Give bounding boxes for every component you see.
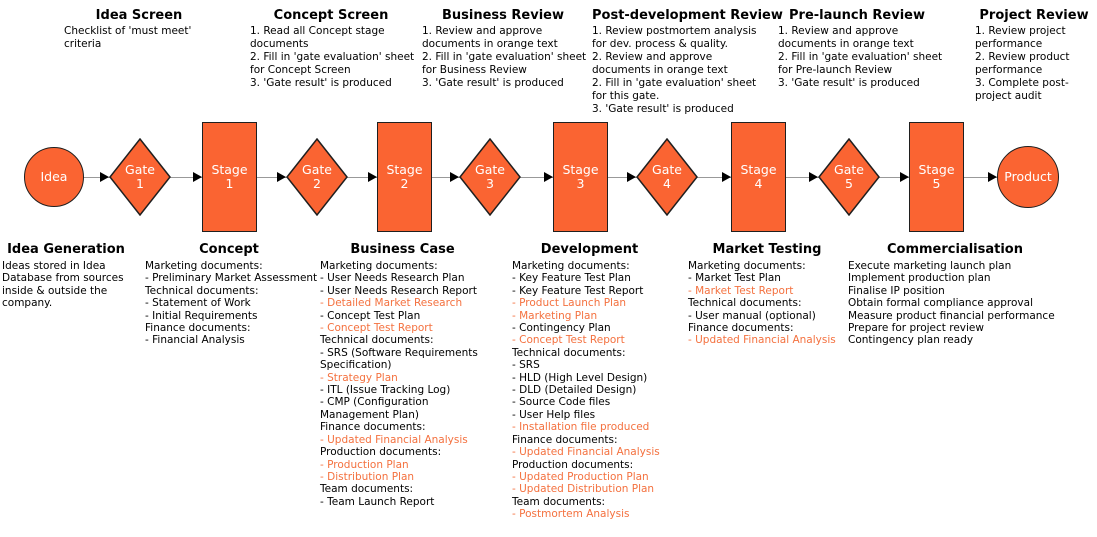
doc-line: - SRS	[512, 359, 540, 372]
doc-line: Contingency plan ready	[848, 334, 974, 347]
doc-line: Implement production plan	[848, 272, 991, 285]
doc-line: documents in orange text	[778, 38, 914, 50]
doc-line: - Statement of Work	[145, 297, 251, 310]
annotation-body	[422, 25, 587, 90]
flow-node-idea	[24, 147, 84, 207]
annotation-concept-screen	[250, 8, 415, 90]
annotation-title: Business Review	[441, 8, 564, 23]
section-title: Business Case	[350, 242, 455, 257]
arrow-icon	[544, 172, 553, 182]
doc-line: Database from sources	[2, 272, 124, 285]
doc-line: - User Needs Research Report	[320, 284, 477, 297]
doc-line: - Strategy Plan	[320, 371, 398, 384]
node-label: Stage	[740, 162, 777, 177]
doc-line: - Initial Requirements	[145, 309, 258, 322]
section-title: Concept	[199, 242, 259, 257]
arrow-icon	[900, 172, 909, 182]
doc-line: documents in orange text	[422, 38, 558, 50]
node-sublabel: 2	[313, 176, 321, 191]
doc-line: - Financial Analysis	[145, 334, 245, 347]
annotation-business-review	[422, 8, 587, 90]
doc-line: performance	[975, 64, 1043, 76]
annotation-pre-launch-review	[778, 8, 943, 90]
flow-node-stage-2	[377, 122, 432, 232]
section-title: Development	[540, 242, 639, 257]
doc-line: Specification)	[320, 359, 392, 372]
node-label: Gate	[834, 162, 864, 177]
node-label: Stage	[386, 162, 423, 177]
section-development	[512, 242, 667, 521]
node-label: Stage	[211, 162, 248, 177]
doc-line: Obtain formal compliance approval	[848, 297, 1033, 310]
doc-line: - Contingency Plan	[512, 322, 611, 335]
annotation-title: Post-development Review	[592, 8, 783, 23]
doc-line: Finance documents:	[320, 421, 426, 434]
flow-node-gate-2	[286, 138, 348, 216]
doc-line: 1. Review postmortem analysis	[592, 25, 757, 37]
section-title: Idea Generation	[7, 242, 125, 257]
doc-line: 2. Fill in 'gate evaluation' sheet	[422, 51, 587, 63]
doc-line: Prepare for project review	[848, 322, 984, 335]
section-body	[320, 260, 485, 508]
doc-line: - Market Test Plan	[688, 272, 781, 285]
doc-line: - User manual (optional)	[688, 309, 816, 322]
arrow-icon	[277, 172, 286, 182]
doc-line: Marketing documents:	[145, 260, 263, 272]
doc-line: - Key Feature Test Plan	[512, 272, 631, 285]
doc-line: - SRS (Software Requirements	[320, 346, 478, 359]
annotation-body	[975, 25, 1093, 103]
node-label: Stage	[562, 162, 599, 177]
section-business-case	[320, 242, 485, 508]
doc-line: inside & outside the	[2, 284, 108, 297]
doc-line: Marketing documents:	[512, 260, 630, 272]
section-body	[145, 260, 318, 347]
doc-line: - Concept Test Plan	[320, 309, 421, 322]
annotation-project-review	[975, 8, 1093, 103]
doc-line: - Key Feature Test Report	[512, 284, 644, 297]
annotation-body	[250, 25, 415, 90]
node-label: Gate	[475, 162, 505, 177]
doc-line: - User Help files	[512, 408, 596, 421]
node-sublabel: 2	[400, 176, 409, 191]
section-title: Market Testing	[712, 242, 822, 257]
node-sublabel: 4	[663, 176, 671, 191]
arrow-icon	[193, 172, 202, 182]
doc-line: - Distribution Plan	[320, 470, 415, 483]
doc-line: Finance documents:	[512, 433, 618, 446]
annotation-title: Concept Screen	[273, 8, 389, 23]
annotation-body	[64, 25, 214, 51]
doc-line: for Pre-launch Review	[778, 64, 893, 76]
flow-node-gate-3	[459, 138, 521, 216]
doc-line: criteria	[64, 38, 102, 50]
doc-line: 2. Fill in 'gate evaluation' sheet	[778, 51, 943, 63]
arrow-icon	[627, 172, 636, 182]
node-sublabel: 1	[225, 176, 234, 191]
doc-line: 3. 'Gate result' is produced	[778, 77, 920, 89]
annotation-body	[778, 25, 943, 90]
doc-line: - Product Launch Plan	[512, 297, 627, 310]
annotation-post-development-review	[592, 8, 783, 116]
doc-line: Finalise IP position	[848, 284, 945, 297]
node-sublabel: 3	[576, 176, 585, 191]
doc-line: Technical documents:	[145, 284, 259, 297]
doc-line: 1. Read all Concept stage	[250, 25, 385, 37]
doc-line: Team documents:	[320, 483, 414, 496]
doc-line: 3. Complete post-	[975, 77, 1069, 89]
section-body	[512, 260, 667, 521]
flow-node-product	[997, 146, 1059, 208]
node-label: Idea	[40, 169, 68, 184]
doc-line: 1. Review and approve	[778, 25, 899, 37]
arrow-icon	[368, 172, 377, 182]
doc-line: - Marketing Plan	[512, 309, 598, 322]
node-sublabel: 3	[486, 176, 494, 191]
doc-line: Technical documents:	[320, 334, 434, 347]
doc-line: - Updated Financial Analysis	[688, 334, 836, 347]
flow-node-stage-3	[553, 122, 608, 232]
doc-line: company.	[2, 297, 53, 310]
doc-line: - Detailed Market Research	[320, 297, 463, 310]
annotation-body	[592, 25, 770, 116]
doc-line: for Business Review	[422, 64, 527, 76]
doc-line: - User Needs Research Plan	[320, 272, 465, 285]
doc-line: Ideas stored in Idea	[2, 260, 106, 272]
doc-line: Marketing documents:	[320, 260, 438, 272]
doc-line: 1. Review project	[975, 25, 1066, 37]
section-commercialisation	[848, 242, 1062, 347]
doc-line: Marketing documents:	[688, 260, 806, 272]
doc-line: Finance documents:	[145, 322, 251, 335]
doc-line: 2. Review product	[975, 51, 1070, 63]
doc-line: documents in orange text	[592, 64, 728, 76]
node-label: Gate	[125, 162, 155, 177]
node-label: Stage	[918, 162, 955, 177]
doc-line: - Team Launch Report	[320, 495, 435, 508]
doc-line: for Concept Screen	[250, 64, 351, 76]
doc-line: 3. 'Gate result' is produced	[422, 77, 564, 89]
arrow-icon	[100, 172, 109, 182]
node-sublabel: 4	[754, 176, 763, 191]
doc-line: performance	[975, 38, 1043, 50]
section-body	[2, 260, 130, 310]
doc-line: - Concept Test Report	[320, 322, 433, 335]
doc-line: Team documents:	[512, 495, 606, 508]
annotation-title: Idea Screen	[95, 8, 183, 23]
doc-line: documents	[250, 38, 309, 50]
arrow-icon	[809, 172, 818, 182]
doc-line: - DLD (Detailed Design)	[512, 384, 637, 397]
doc-line: - Updated Financial Analysis	[512, 446, 660, 459]
doc-line: - HLD (High Level Design)	[512, 371, 648, 384]
doc-line: - Installation file produced	[512, 421, 650, 434]
flow-node-stage-4	[731, 122, 786, 232]
doc-line: Technical documents:	[688, 297, 802, 310]
doc-line: 2. Fill in 'gate evaluation' sheet	[250, 51, 415, 63]
flow-node-gate-4	[636, 138, 698, 216]
annotation-title: Project Review	[979, 8, 1089, 23]
flow-node-stage-1	[202, 122, 257, 232]
flow-node-stage-5	[909, 122, 964, 232]
arrow-icon	[722, 172, 731, 182]
doc-line: 3. 'Gate result' is produced	[250, 77, 392, 89]
node-label: Product	[1004, 169, 1052, 184]
doc-line: - Source Code files	[512, 396, 611, 409]
doc-line: - Production Plan	[320, 458, 409, 471]
node-sublabel: 1	[136, 176, 144, 191]
doc-line: Execute marketing launch plan	[848, 260, 1012, 272]
flow-node-gate-1	[109, 138, 171, 216]
doc-line: Finance documents:	[688, 322, 794, 335]
section-title: Commercialisation	[886, 242, 1023, 257]
section-idea-generation	[2, 242, 130, 310]
doc-line: Measure product financial performance	[848, 309, 1055, 322]
doc-line: 1. Review and approve	[422, 25, 543, 37]
doc-line: 2. Review and approve	[592, 51, 713, 63]
doc-line: for this gate.	[592, 90, 660, 102]
doc-line: - Updated Financial Analysis	[320, 433, 468, 446]
arrow-icon	[988, 172, 997, 182]
doc-line: Technical documents:	[512, 346, 626, 359]
doc-line: 3. 'Gate result' is produced	[592, 103, 734, 115]
doc-line: for dev. process & quality.	[592, 38, 728, 50]
arrow-icon	[450, 172, 459, 182]
node-sublabel: 5	[932, 176, 941, 191]
doc-line: project audit	[975, 90, 1042, 102]
doc-line: - Preliminary Market Assessment	[145, 272, 318, 285]
doc-line: Production documents:	[512, 458, 634, 471]
doc-line: Checklist of 'must meet'	[64, 25, 192, 37]
annotation-idea-screen	[64, 8, 214, 51]
doc-line: - Postmortem Analysis	[512, 508, 630, 521]
doc-line: - ITL (Issue Tracking Log)	[320, 384, 451, 397]
annotation-title: Pre-launch Review	[789, 8, 925, 23]
node-label: Gate	[302, 162, 332, 177]
doc-line: - CMP (Configuration	[320, 396, 429, 409]
section-body	[848, 260, 1062, 347]
node-sublabel: 5	[845, 176, 853, 191]
section-concept	[145, 242, 318, 347]
doc-line: - Concept Test Report	[512, 334, 625, 347]
doc-line: Production documents:	[320, 446, 442, 459]
section-body	[688, 260, 846, 347]
node-label: Gate	[652, 162, 682, 177]
doc-line: - Market Test Report	[688, 284, 794, 297]
section-market-testing	[688, 242, 846, 347]
doc-line: Management Plan)	[320, 408, 419, 421]
doc-line: - Updated Distribution Plan	[512, 483, 655, 496]
doc-line: 2. Fill in 'gate evaluation' sheet	[592, 77, 757, 89]
flow-node-gate-5	[818, 138, 880, 216]
doc-line: - Updated Production Plan	[512, 470, 649, 483]
